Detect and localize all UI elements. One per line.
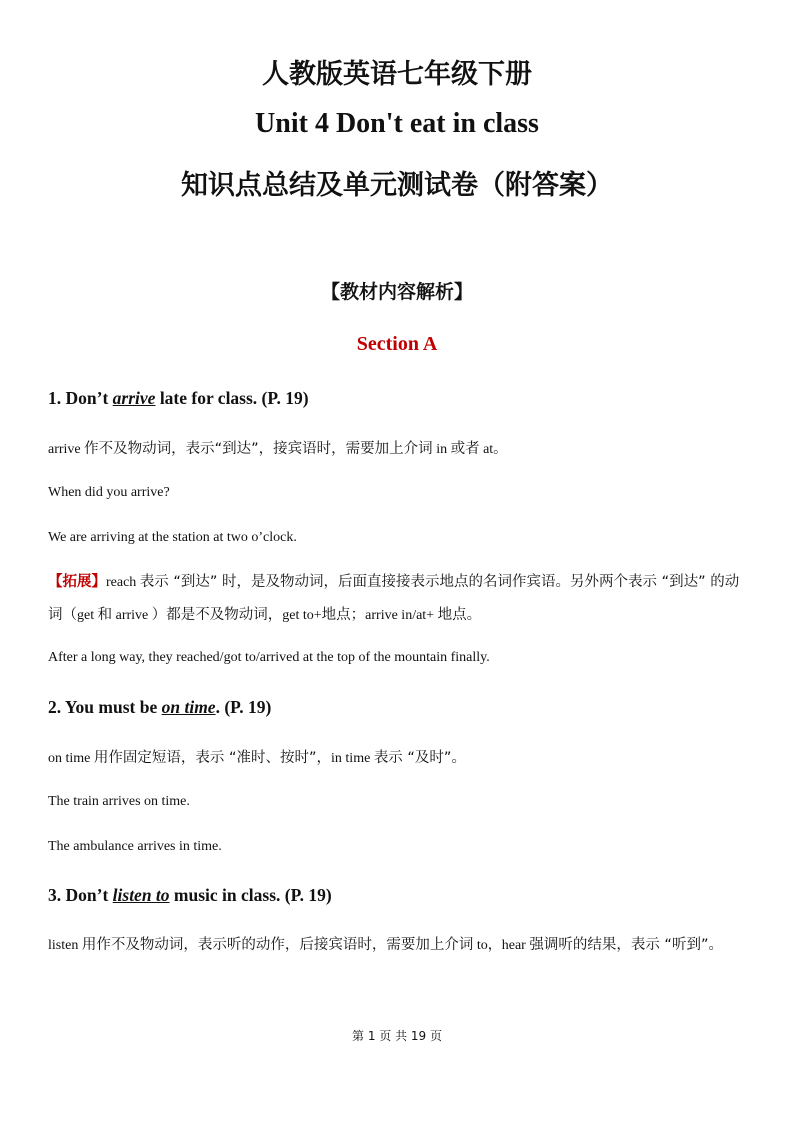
extension-example: After a long way, they reached/got to/arrived at the top of the mountain finally.: [48, 650, 490, 665]
example-sentence: When did you arrive?: [48, 485, 170, 500]
example-sentence: We are arriving at the station at two o’clock.: [48, 530, 297, 545]
explain-term: hear: [501, 938, 530, 953]
question-1-keyword: arrive: [112, 388, 156, 408]
extension-note: [48, 566, 753, 632]
explain-term: at。: [479, 442, 508, 457]
document-title: 人教版英语七年级下册: [262, 59, 532, 90]
extension-text: 地点。: [437, 607, 482, 623]
explain-term: to，: [473, 938, 502, 953]
page-footer: 第 1 页 共 19 页: [352, 1029, 442, 1043]
question-2-prefix: 2. You must be: [48, 697, 162, 717]
document-subtitle: 知识点总结及单元测试卷（附答案）: [181, 170, 613, 201]
extension-term: arrive: [112, 608, 152, 623]
extension-term: get to+: [282, 608, 322, 623]
question-2-heading: [48, 697, 271, 718]
question-1-prefix: 1. Don’t: [48, 388, 113, 408]
question-3-suffix: music in class. (P. 19): [169, 885, 332, 905]
explain-text: 强调听的结果，表示 “听到”。: [529, 937, 723, 953]
question-2-explanation: [48, 742, 753, 775]
extension-text: ）都是不及物动词，: [151, 607, 283, 623]
question-3-keyword: listen to: [112, 885, 170, 905]
question-3-heading: [48, 885, 332, 906]
explain-text: 作不及物动词，表示“到达”，接宾语时，需要加上介词: [84, 441, 433, 457]
question-1-heading: [48, 388, 309, 409]
explain-text: 用作固定短语，表示 “准时、按时”，: [93, 750, 332, 766]
extension-term: reach: [106, 575, 140, 590]
extension-term: get: [77, 608, 98, 623]
extension-text: 表示 “到达” 时，是及物动词，后面直接接表示地点的名词作宾语。另外两个表示 “到达” 的动词（: [48, 574, 740, 623]
explain-term: on time: [48, 751, 94, 766]
extension-text: 地点；: [321, 607, 366, 623]
explain-term: listen: [48, 938, 82, 953]
extension-text: 和: [97, 607, 113, 623]
question-1-suffix: late for class. (P. 19): [155, 388, 309, 408]
explain-term: arrive: [48, 442, 85, 457]
explain-term: in: [432, 442, 451, 457]
explain-text: 用作不及物动词，表示听的动作，后接宾语时，需要加上介词: [81, 937, 474, 953]
extension-tag: 【拓展】: [48, 574, 106, 590]
example-sentence: The train arrives on time.: [48, 794, 190, 809]
question-1-explanation: [48, 433, 753, 466]
question-3-prefix: 3. Don’t: [48, 885, 113, 905]
question-2-keyword: on time: [161, 697, 216, 717]
question-3-explanation: [48, 929, 753, 962]
unit-title: Unit 4 Don't eat in class: [255, 108, 539, 139]
extension-term: arrive in/at+: [365, 608, 438, 623]
section-label: Section A: [356, 333, 438, 355]
explain-term: in time: [331, 751, 374, 766]
question-2-suffix: . (P. 19): [215, 697, 272, 717]
example-sentence: The ambulance arrives in time.: [48, 839, 222, 854]
section-heading: 【教材内容解析】: [320, 281, 473, 303]
explain-text: 表示 “及时”。: [373, 750, 466, 766]
explain-text: 或者: [450, 441, 480, 457]
